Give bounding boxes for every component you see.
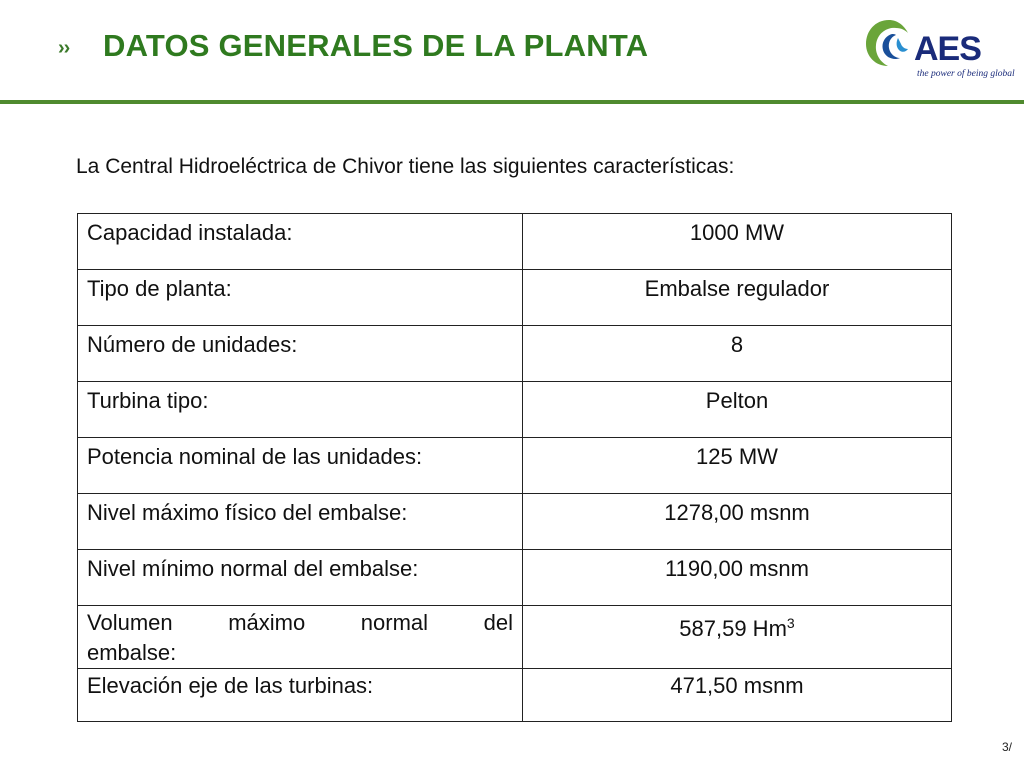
aes-swirl-icon xyxy=(862,16,916,70)
row-label: Potencia nominal de las unidades: xyxy=(78,438,523,494)
row-value: 125 MW xyxy=(523,438,952,494)
table-row xyxy=(78,382,952,438)
page-title: DATOS GENERALES DE LA PLANTA xyxy=(103,28,649,63)
row-label: Turbina tipo: xyxy=(78,382,523,438)
row-value: 8 xyxy=(523,326,952,382)
logo-tagline: the power of being global xyxy=(917,69,1015,79)
table-row xyxy=(78,550,952,606)
row-value: 1278,00 msnm xyxy=(523,494,952,550)
row-label xyxy=(78,606,523,669)
table-row xyxy=(78,270,952,326)
page-number: 3/ xyxy=(1001,740,1012,754)
plant-data-table xyxy=(77,213,952,722)
row-label-line: embalse: xyxy=(87,640,177,665)
row-label: Tipo de planta: xyxy=(78,270,523,326)
row-value: Pelton xyxy=(523,382,952,438)
row-label: Elevación eje de las turbinas: xyxy=(78,669,523,722)
row-value xyxy=(523,606,952,669)
intro-text: La Central Hidroeléctrica de Chivor tiene las siguientes características: xyxy=(76,155,735,178)
row-value: 471,50 msnm xyxy=(523,669,952,722)
row-label: Nivel mínimo normal del embalse: xyxy=(78,550,523,606)
row-label: Capacidad instalada: xyxy=(78,214,523,270)
row-value-text: 587,59 Hm xyxy=(679,616,787,641)
table-row xyxy=(78,669,952,722)
row-value: 1000 MW xyxy=(523,214,952,270)
header-divider xyxy=(0,100,1024,104)
row-label-line: Volumen máximo normal del xyxy=(87,610,513,635)
row-label: Número de unidades: xyxy=(78,326,523,382)
logo-wordmark: AES xyxy=(914,30,981,68)
table-row xyxy=(78,606,952,669)
superscript-exponent: 3 xyxy=(786,615,795,631)
table-row xyxy=(78,214,952,270)
aes-logo xyxy=(862,16,1018,86)
title-bullet-arrow: ›› xyxy=(58,37,70,59)
table-row xyxy=(78,438,952,494)
row-value: 1190,00 msnm xyxy=(523,550,952,606)
table-row xyxy=(78,494,952,550)
row-value: Embalse regulador xyxy=(523,270,952,326)
table-row xyxy=(78,326,952,382)
row-label: Nivel máximo físico del embalse: xyxy=(78,494,523,550)
